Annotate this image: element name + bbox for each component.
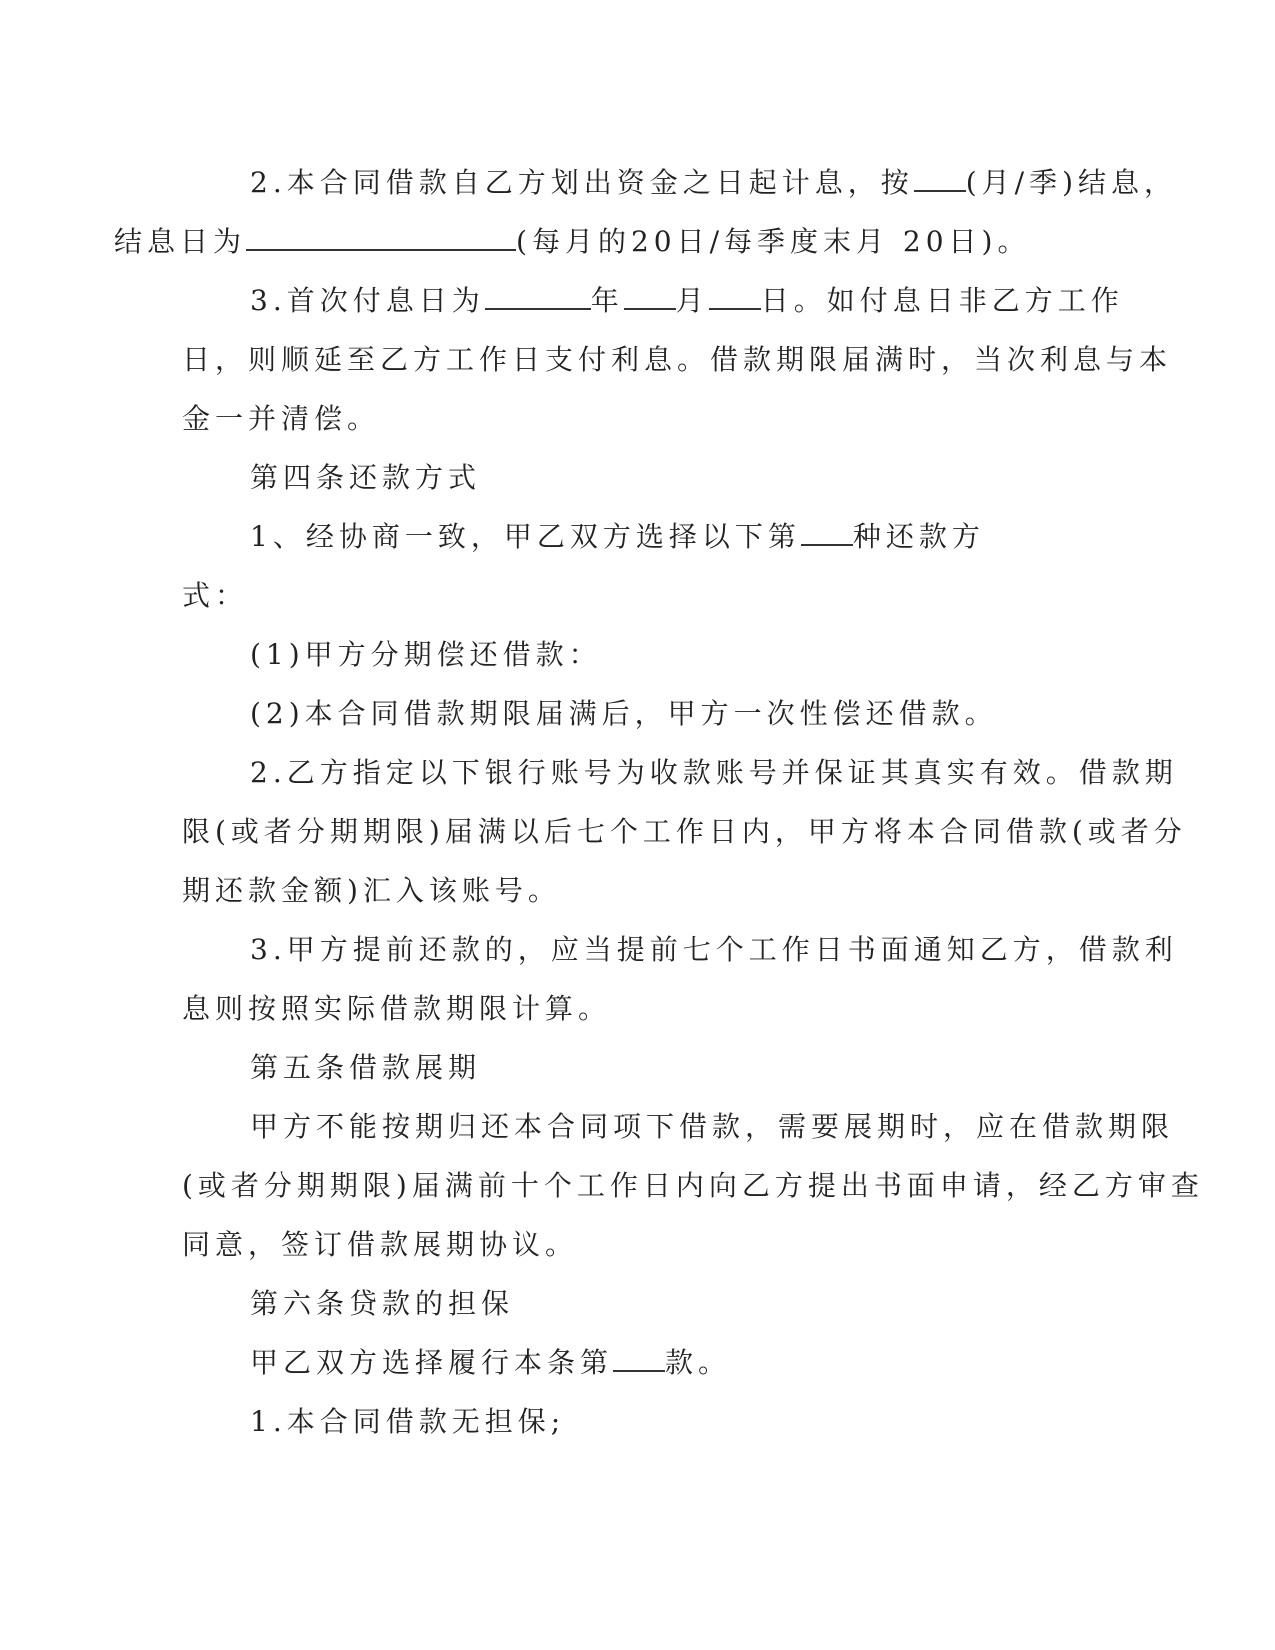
text-line: 日，则顺延至乙方工作日支付利息。借款期限届满时，当次利息与本 [182, 343, 1173, 376]
text-line: 金一并清偿。 [182, 402, 381, 435]
fill-blank[interactable] [624, 286, 676, 310]
section-heading-guarantee: 第六条贷款的担保 [250, 1287, 515, 1320]
section-heading-extension: 第五条借款展期 [250, 1051, 482, 1084]
clause-text: 结息日为 [114, 225, 247, 258]
fill-blank[interactable] [801, 522, 853, 546]
fill-blank[interactable] [485, 286, 591, 310]
text-line: 同意，签订借款展期协议。 [182, 1228, 579, 1261]
clause-text: 月 [675, 284, 709, 317]
section-heading-repayment: 第四条还款方式 [250, 461, 482, 494]
text-line: 息则按照实际借款期限计算。 [182, 992, 612, 1025]
clause-no-guarantee: 1.本合同借款无担保; [250, 1405, 566, 1438]
text-line: (或者分期期限)届满前十个工作日内向乙方提出书面申请，经乙方审查 [182, 1169, 1204, 1202]
fill-blank[interactable] [709, 286, 761, 310]
text-line [114, 212, 1032, 271]
clause-text: (每月的20日/每季度末月 20日)。 [516, 225, 1031, 258]
text-line: 2.乙方指定以下银行账号为收款账号并保证其真实有效。借款期 [250, 756, 1178, 789]
clause-text: 3.首次付息日为 [250, 284, 485, 317]
text-line: 限(或者分期期限)届满以后七个工作日内，甲方将本合同借款(或者分 [182, 815, 1187, 848]
clause-guarantee-choice [182, 1333, 1032, 1392]
option-lump-sum: (2)本合同借款期限届满后，甲方一次性偿还借款。 [250, 697, 998, 730]
clause-interest-accrual [114, 153, 1178, 271]
text-line: 甲方不能按期归还本合同项下借款，需要展期时，应在借款期限 [250, 1110, 1175, 1143]
document-page [114, 153, 1204, 1451]
text-line [182, 153, 1178, 212]
clause-first-payment-date [182, 271, 1173, 448]
clause-text: 款。 [665, 1346, 732, 1379]
text-line: 期还款金额)汇入该账号。 [182, 874, 561, 907]
clause-extension [182, 1097, 1204, 1274]
clause-text: 甲乙双方选择履行本条第 [250, 1346, 614, 1379]
clause-text: 日。如付息日非乙方工作 [760, 284, 1124, 317]
fill-blank[interactable] [613, 1348, 665, 1372]
text-line [182, 271, 1124, 330]
option-installment: (1)甲方分期偿还借款： [250, 638, 602, 671]
clause-text: (月/季)结息， [965, 166, 1178, 199]
fill-blank[interactable] [914, 168, 966, 192]
clause-text: 种还款方式： [182, 520, 985, 612]
text-line: 3.甲方提前还款的，应当提前七个工作日书面通知乙方，借款利 [250, 933, 1178, 966]
clause-bank-account [182, 743, 1187, 920]
clause-text: 1、经协商一致，甲乙双方选择以下第 [250, 520, 801, 553]
clause-text: 年 [590, 284, 624, 317]
clause-repayment-choice [182, 507, 1032, 625]
clause-early-repayment [182, 920, 1178, 1038]
clause-text: 2.本合同借款自乙方划出资金之日起计息，按 [250, 166, 914, 199]
fill-blank[interactable] [246, 227, 516, 251]
